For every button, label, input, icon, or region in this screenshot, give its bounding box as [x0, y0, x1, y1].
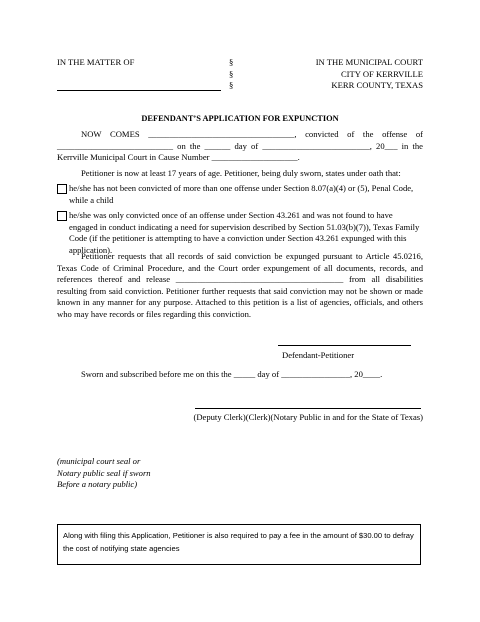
section-mark: §: [229, 57, 234, 67]
option1-text: he/she has not been convicted of more than one offense under Section 8.07(a)(4) or (5), Penal Code, while a child: [69, 183, 414, 205]
age-paragraph: Petitioner is now at least 17 years of age. Petitioner, being duly sworn, states under oath that:: [81, 168, 401, 178]
sworn-statement: Sworn and subscribed before me on this the _____ day of ________________, 20____.: [81, 369, 383, 379]
fee-notice-box: Along with filing this Application, Petitioner is also required to pay a fee in the amount of $30.00 to defray the cost of notifying state agencies: [57, 524, 421, 565]
clerk-label: (Deputy Clerk)(Clerk)(Notary Public in and for the State of Texas): [193, 412, 423, 422]
document-title: DEFENDANT’S APPLICATION FOR EXPUNCTION: [141, 114, 339, 123]
option2-checkbox[interactable]: [57, 211, 67, 221]
seal-note-line: (municipal court seal or: [57, 456, 141, 466]
defendant-signature-line[interactable]: [278, 345, 411, 346]
clerk-signature-line[interactable]: [195, 408, 421, 409]
section-mark: §: [229, 80, 234, 90]
seal-note-line: Notary public seal if sworn: [57, 467, 151, 478]
court-line: CITY OF KERRVILLE: [340, 68, 423, 79]
now-comes-paragraph: NOW COMES __________________________________, convicted of the offense of ___________________________ on the ______ day of _________________________, 20___ in the Kerrville Municipal Court in Cause Number ____________________.: [57, 129, 423, 163]
court-line: IN THE MUNICIPAL COURT: [315, 57, 423, 67]
matter-name-line[interactable]: [57, 90, 221, 91]
section-marks: [229, 57, 237, 92]
seal-note: [57, 456, 151, 491]
option2-text: he/she was only convicted once of an offense under Section 43.261 and was not found to have engaged in conduct indicating a need for supervision described by Section 51.03(b)(7)), Texas Family Code (if the petitioner is attempting to have a conviction under Section 43.261 expunged with this application).: [69, 210, 420, 255]
matter-label: IN THE MATTER OF: [57, 57, 135, 67]
option1-checkbox[interactable]: [57, 184, 67, 194]
defendant-label: Defendant-Petitioner: [282, 350, 355, 360]
request-paragraph: Petitioner requests that all records of said conviction be expunged pursuant to Article 45.0216, Texas Code of Criminal Procedure, and the Court order expungement of all documents, records, and references thereof and release _______________________________________ from all disabilities resulting from said conviction. Petitioner further requests that said conviction may not be shown or made known in any manner for any purpose. Attached to this petition is a list of agencies, officials, and others who may have records or files regarding this conviction.: [57, 251, 423, 319]
section-mark: §: [229, 68, 234, 79]
court-line: KERR COUNTY, TEXAS: [331, 80, 423, 90]
seal-note-line: Before a notary public): [57, 479, 138, 489]
court-caption: [290, 57, 423, 92]
